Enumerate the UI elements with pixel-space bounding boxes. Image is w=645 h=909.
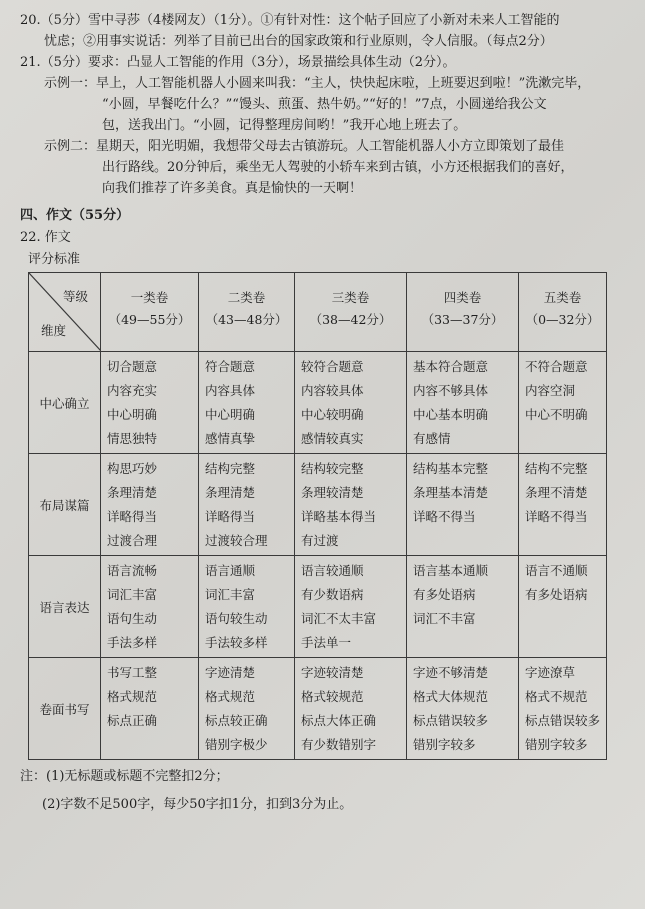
corner-diagonal-line	[29, 273, 101, 351]
criterion: 详略基本得当	[301, 509, 377, 524]
grade-range: （43—48分）	[205, 312, 288, 327]
criterion: 不符合题意	[525, 359, 588, 374]
criterion: 详略不得当	[413, 509, 476, 524]
criterion: 标点较正确	[205, 713, 268, 728]
dimension-label: 语言表达	[29, 556, 101, 658]
rubric-row	[29, 556, 607, 658]
q21-example2-line1: 示例二：星期天，阳光明媚，我想带父母去古镇游玩。人工智能机器人小方立即策划了最佳	[44, 139, 565, 154]
criteria-cell	[519, 658, 607, 760]
corner-label-grade: 等级	[62, 289, 88, 304]
rubric-table	[28, 272, 607, 760]
criterion: 字迹不够清楚	[413, 665, 489, 680]
rubric-corner-cell	[29, 273, 101, 352]
criterion: 过渡较合理	[205, 533, 268, 548]
criterion: 格式规范	[107, 689, 158, 704]
q21-example2-line2: 出行路线。20分钟后，乘坐无人驾驶的小轿车来到古镇，小方还根据我们的喜好，	[102, 160, 574, 175]
rubric-title: 评分标准	[28, 252, 81, 267]
criterion: 标点大体正确	[301, 713, 377, 728]
criteria-cell	[407, 352, 519, 454]
criterion: 手法较多样	[205, 635, 268, 650]
note-1: 注：(1)无标题或标题不完整扣2分；	[20, 769, 229, 784]
criterion: 中心基本明确	[413, 407, 489, 422]
criterion: 感情真挚	[205, 431, 256, 446]
grade-header	[519, 273, 607, 352]
criterion: 内容不够具体	[413, 383, 489, 398]
grade-range: （49—55分）	[108, 312, 191, 327]
criterion: 中心不明确	[525, 407, 588, 422]
criterion: 有感情	[413, 431, 451, 446]
criterion: 构思巧妙	[107, 461, 158, 476]
criterion: 词汇不太丰富	[301, 611, 377, 626]
criterion: 感情较真实	[301, 431, 364, 446]
grade-name: 三类卷	[331, 290, 370, 305]
grade-range: （0—32分）	[525, 312, 600, 327]
criterion: 条理清楚	[107, 485, 158, 500]
criterion: 内容充实	[107, 383, 158, 398]
criterion: 结构完整	[205, 461, 256, 476]
criterion: 有少数语病	[301, 587, 364, 602]
criterion: 中心明确	[107, 407, 158, 422]
criterion: 较符合题意	[301, 359, 364, 374]
dimension-label: 卷面书写	[29, 658, 101, 760]
rubric-row	[29, 352, 607, 454]
criterion: 手法单一	[301, 635, 352, 650]
q21-example1-line2: “小圆，早餐吃什么？”“馒头、煎蛋、热牛奶。”“好的！”7点，小圆递给我公文	[102, 97, 547, 112]
criterion: 错别字较多	[413, 737, 476, 752]
criterion: 字迹较清楚	[301, 665, 364, 680]
criteria-cell	[101, 556, 199, 658]
criterion: 内容具体	[205, 383, 256, 398]
grade-name: 四类卷	[443, 290, 482, 305]
criterion: 内容空洞	[525, 383, 576, 398]
criterion: 格式不规范	[525, 689, 588, 704]
criteria-cell	[101, 454, 199, 556]
criterion: 字迹清楚	[205, 665, 256, 680]
criterion: 详略不得当	[525, 509, 588, 524]
criterion: 手法多样	[107, 635, 158, 650]
criteria-cell	[199, 556, 295, 658]
criterion: 格式较规范	[301, 689, 364, 704]
criterion: 语言不通顺	[525, 563, 588, 578]
rubric-row	[29, 454, 607, 556]
criterion: 条理不清楚	[525, 485, 588, 500]
criterion: 标点错误较多	[525, 713, 601, 728]
criterion: 语言较通顺	[301, 563, 364, 578]
criteria-cell	[407, 556, 519, 658]
criterion: 结构不完整	[525, 461, 588, 476]
criterion: 字迹潦草	[525, 665, 576, 680]
criterion: 语言流畅	[107, 563, 158, 578]
section-heading: 四、作文（55分）	[20, 208, 130, 223]
criterion: 有过渡	[301, 533, 339, 548]
grade-name: 一类卷	[130, 290, 169, 305]
dimension-label: 中心确立	[29, 352, 101, 454]
criteria-cell	[407, 658, 519, 760]
criteria-cell	[519, 556, 607, 658]
criteria-cell	[295, 658, 407, 760]
criterion: 语句较生动	[205, 611, 268, 626]
criterion: 词汇丰富	[107, 587, 158, 602]
grade-range: （33—37分）	[421, 312, 504, 327]
criterion: 格式大体规范	[413, 689, 489, 704]
criterion: 条理基本清楚	[413, 485, 489, 500]
criterion: 错别字较多	[525, 737, 588, 752]
criterion: 详略得当	[107, 509, 158, 524]
criterion: 过渡合理	[107, 533, 158, 548]
criterion: 结构基本完整	[413, 461, 489, 476]
q20-line1: 20.（5分）雪中寻莎（4楼网友）（1分）。①有针对性：这个帖子回应了小新对未来人工智能的	[20, 13, 560, 28]
question-22-heading: 22. 作文	[20, 230, 71, 245]
criteria-cell	[519, 454, 607, 556]
criteria-cell	[519, 352, 607, 454]
criteria-cell	[199, 454, 295, 556]
criteria-cell	[295, 352, 407, 454]
criterion: 标点正确	[107, 713, 158, 728]
criterion: 有少数错别字	[301, 737, 377, 752]
criterion: 切合题意	[107, 359, 158, 374]
criterion: 有多处语病	[525, 587, 588, 602]
criterion: 语句生动	[107, 611, 158, 626]
criterion: 中心明确	[205, 407, 256, 422]
criterion: 词汇丰富	[205, 587, 256, 602]
criterion: 内容较具体	[301, 383, 364, 398]
dimension-label: 布局谋篇	[29, 454, 101, 556]
criterion: 情思独特	[107, 431, 158, 446]
q21-example2-line3: 向我们推荐了许多美食。真是愉快的一天啊！	[102, 181, 363, 196]
q21-line1: 21.（5分）要求：凸显人工智能的作用（3分），场景描绘具体生动（2分）。	[20, 55, 456, 70]
q20-line2: 忧虑；②用事实说话：列举了目前已出台的国家政策和行业原则，令人信服。（每点2分）	[44, 34, 553, 49]
criterion: 符合题意	[205, 359, 256, 374]
criterion: 标点错误较多	[413, 713, 489, 728]
criteria-cell	[295, 454, 407, 556]
criterion: 词汇不丰富	[413, 611, 476, 626]
rubric-header-row	[29, 273, 607, 352]
criterion: 详略得当	[205, 509, 256, 524]
criterion: 格式规范	[205, 689, 256, 704]
criteria-cell	[199, 352, 295, 454]
criterion: 条理清楚	[205, 485, 256, 500]
corner-label-dimension: 维度	[41, 323, 67, 338]
criteria-cell	[295, 556, 407, 658]
grade-header	[295, 273, 407, 352]
criteria-cell	[199, 658, 295, 760]
criterion: 基本符合题意	[413, 359, 489, 374]
criteria-cell	[407, 454, 519, 556]
note-2: (2)字数不足500字，每少50字扣1分，扣到3分为止。	[42, 797, 353, 812]
criterion: 条理较清楚	[301, 485, 364, 500]
criterion: 有多处语病	[413, 587, 476, 602]
criterion: 书写工整	[107, 665, 158, 680]
rubric-row	[29, 658, 607, 760]
criterion: 语言基本通顺	[413, 563, 489, 578]
criterion: 语言通顺	[205, 563, 256, 578]
grade-name: 二类卷	[227, 290, 266, 305]
criteria-cell	[101, 658, 199, 760]
criterion: 错别字极少	[205, 737, 268, 752]
q21-example1-line3: 包，送我出门。“小圆，记得整理房间哟！”我开心地上班去了。	[102, 118, 467, 133]
q21-example1-line1: 示例一：早上，人工智能机器人小圆来叫我：“主人，快快起床啦，上班要迟到啦！”洗漱完毕，	[44, 76, 591, 91]
criterion: 结构较完整	[301, 461, 364, 476]
criteria-cell	[101, 352, 199, 454]
grade-range: （38—42分）	[309, 312, 392, 327]
grade-name: 五类卷	[543, 290, 582, 305]
grade-header	[199, 273, 295, 352]
grade-header	[101, 273, 199, 352]
criterion: 中心较明确	[301, 407, 364, 422]
grade-header	[407, 273, 519, 352]
